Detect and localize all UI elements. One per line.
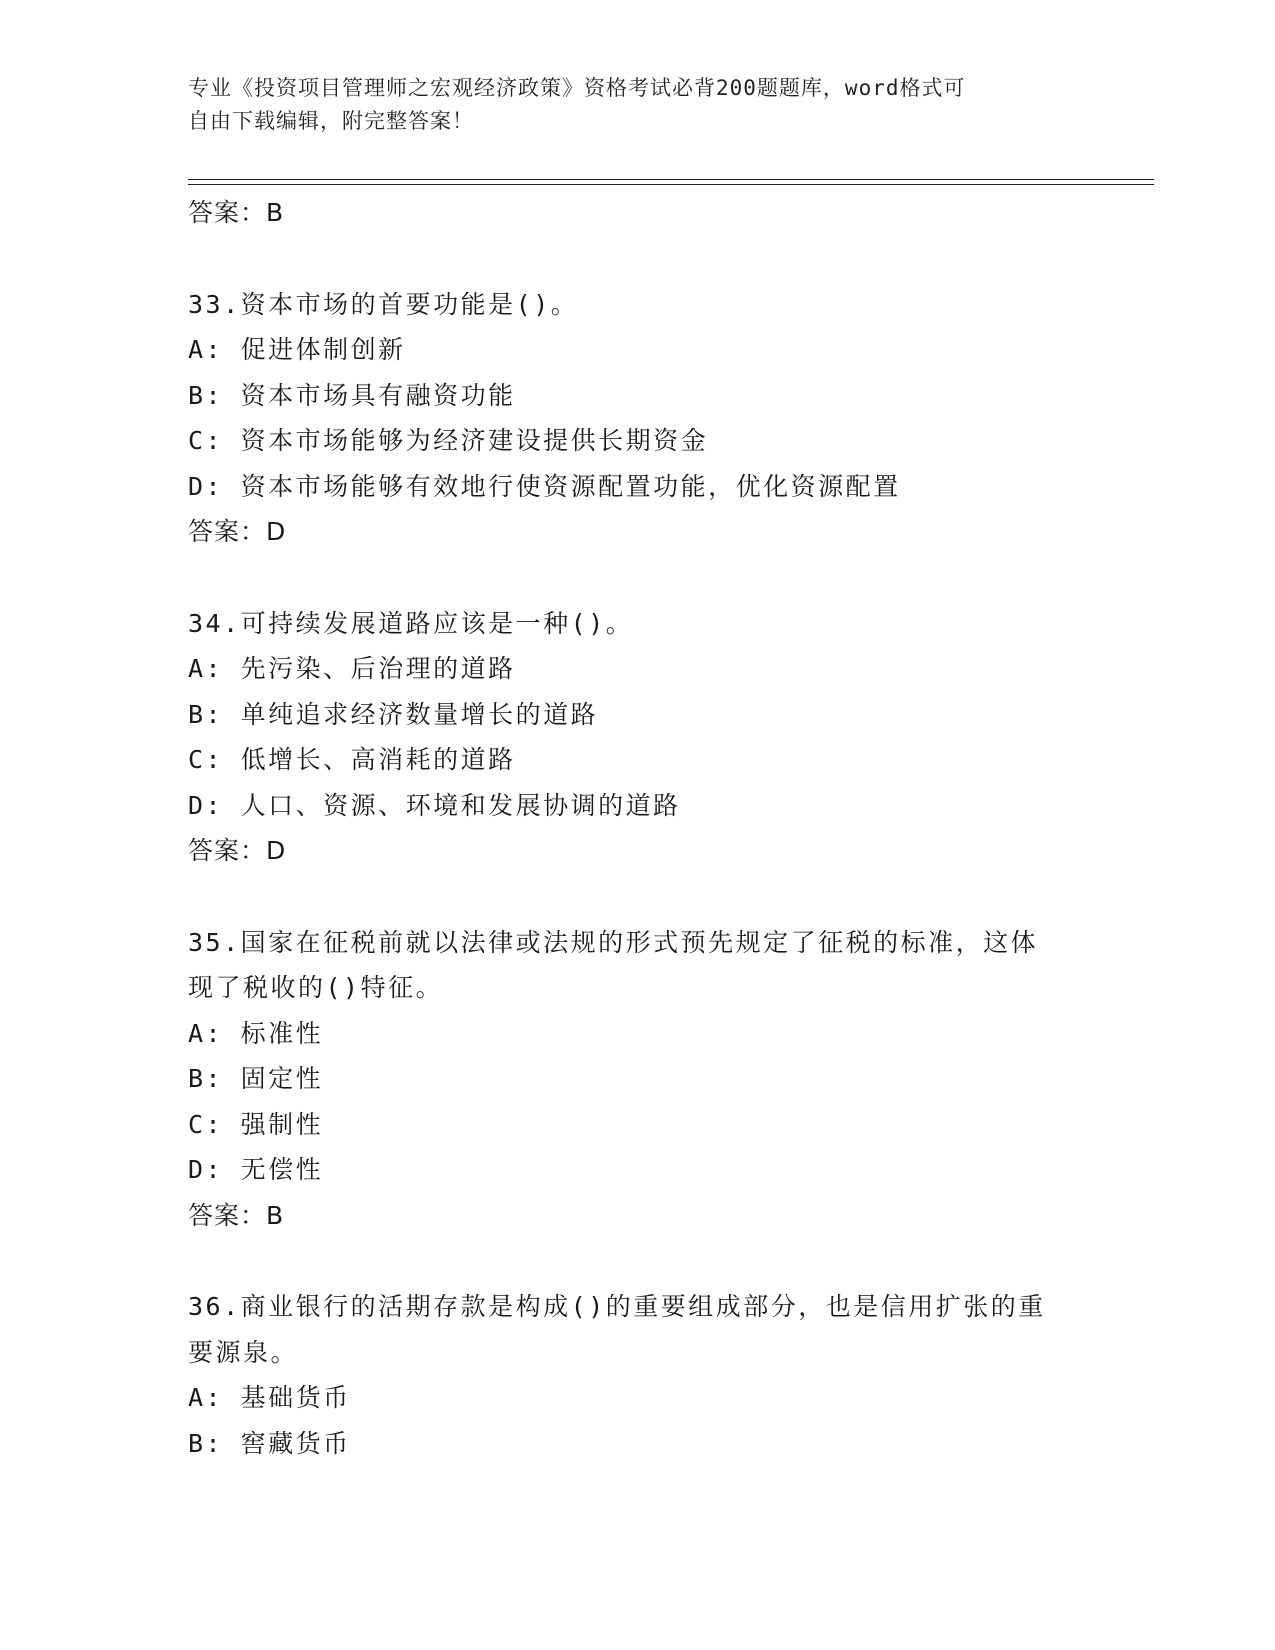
question-list [188,190,1088,1466]
question-stem: 33.资本市场的首要功能是()。 [188,289,579,319]
spacer [188,1238,1088,1284]
answer-line: 答案：B [188,1200,285,1230]
header-divider-top [188,179,1154,180]
question-34 [188,601,1088,874]
option-a: A: 标准性 [188,1018,324,1048]
option-d: D: 无偿性 [188,1155,324,1184]
option-b: B: 窖藏货币 [188,1428,351,1458]
document-header [188,72,1068,138]
question-stem-line-1: 35.国家在征税前就以法律或法规的形式预先规定了征税的标准，这体 [188,927,1039,957]
option-b: B: 固定性 [188,1064,324,1093]
spacer [188,555,1088,601]
answer-line: 答案：D [188,517,287,546]
question-stem-line-2: 现了税收的()特征。 [188,973,444,1002]
header-title-line-1: 专业《投资项目管理师之宏观经济政策》资格考试必背200题题库，word格式可 [188,76,966,100]
answer-line: 答案：B [188,198,285,227]
spacer [188,874,1088,920]
header-title-line-2: 自由下载编辑，附完整答案！ [188,109,474,133]
question-stem-line-1: 36.商业银行的活期存款是构成()的重要组成部分，也是信用扩张的重 [188,1292,1046,1321]
option-a: A: 先污染、后治理的道路 [188,654,516,683]
question-36 [188,1284,1088,1466]
answer-line: 答案：D [188,836,287,865]
option-a: A: 基础货币 [188,1383,351,1412]
option-a: A: 促进体制创新 [188,335,406,364]
question-stem-line-2: 要源泉。 [188,1337,299,1367]
option-d: D: 人口、资源、环境和发展协调的道路 [188,790,681,820]
option-b: B: 单纯追求经济数量增长的道路 [188,699,599,729]
option-d: D: 资本市场能够有效地行使资源配置功能，优化资源配置 [188,471,901,501]
question-stem: 34.可持续发展道路应该是一种()。 [188,608,634,638]
spacer [188,236,1088,282]
option-b: B: 资本市场具有融资功能 [188,380,516,410]
question-33 [188,282,1088,555]
option-c: C: 强制性 [188,1109,324,1139]
option-c: C: 低增长、高消耗的道路 [188,745,516,774]
header-divider-bottom [188,184,1154,185]
option-c: C: 资本市场能够为经济建设提供长期资金 [188,426,709,455]
question-35 [188,920,1088,1239]
